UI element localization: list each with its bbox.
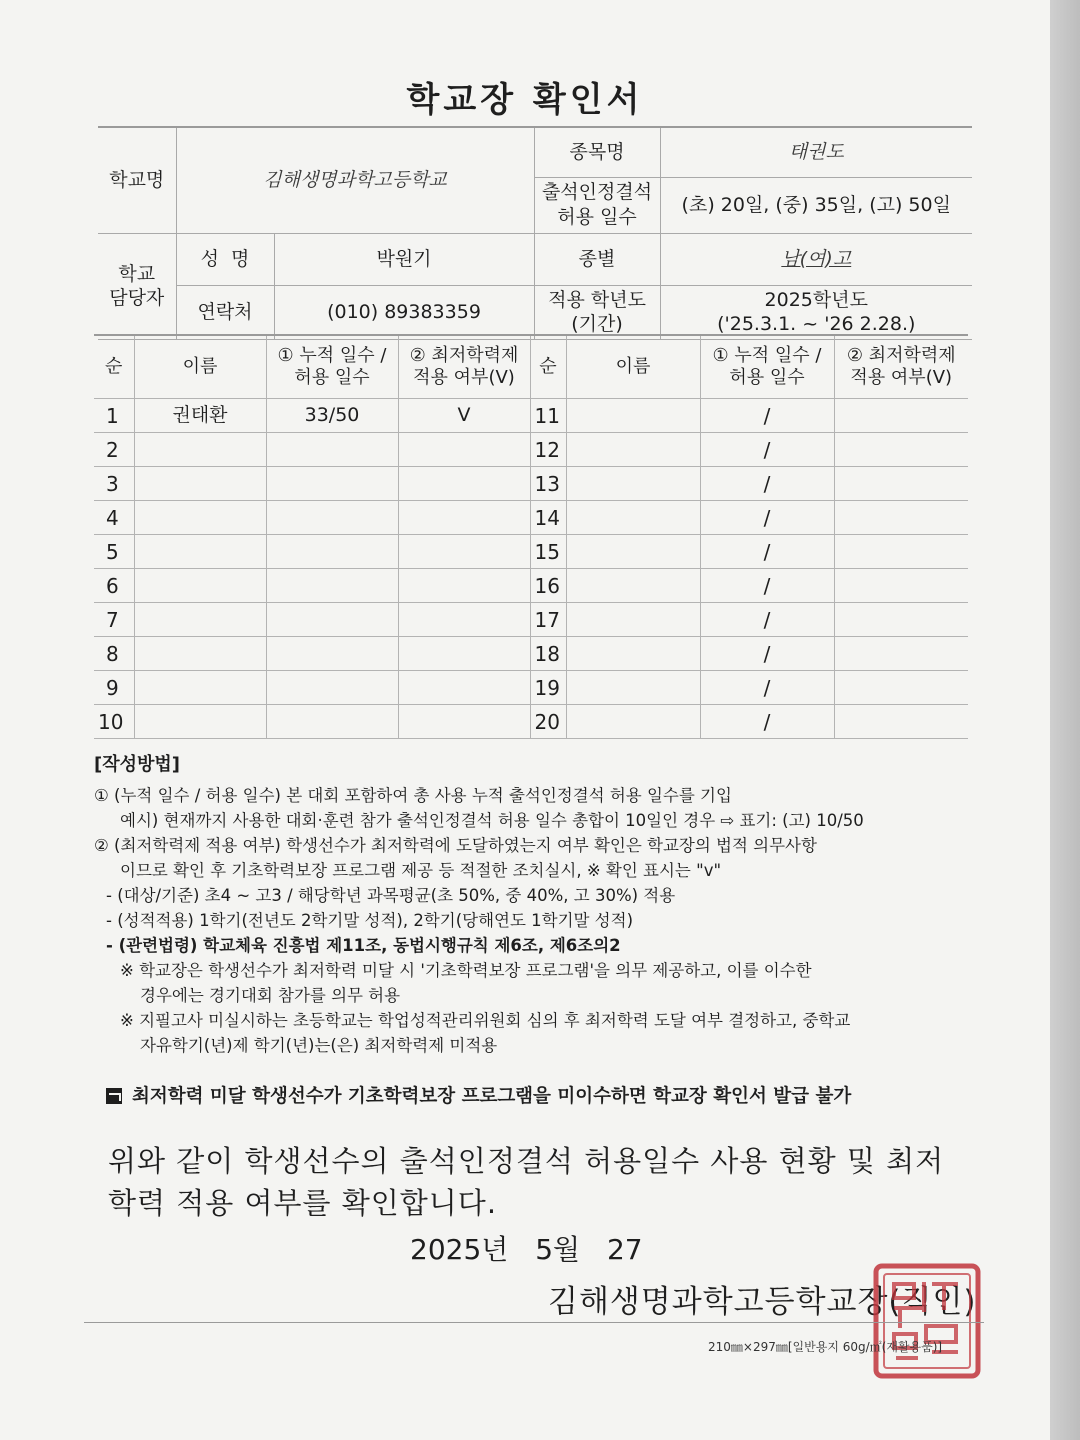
student-min-check <box>834 569 968 603</box>
col-no-header: 순 <box>94 335 134 399</box>
col-min-line1: ② 최저학력제 <box>409 345 519 367</box>
student-days <box>266 535 398 569</box>
instruction-line: ※ 지필고사 미실시하는 초등학교는 학업성적관리위원회 심의 후 최저학력 도달 여부 결정하고, 중학교 <box>120 1011 851 1030</box>
student-min-check <box>398 433 530 467</box>
row-number: 8 <box>94 637 134 671</box>
student-days: / <box>700 637 834 671</box>
student-name <box>566 569 700 603</box>
col-days-line1: ① 누적 일수 / <box>277 345 387 367</box>
student-min-check <box>398 671 530 705</box>
table-row <box>94 467 968 501</box>
col-min-line1: ② 최저학력제 <box>846 345 956 367</box>
table-row <box>94 603 968 637</box>
student-name <box>134 671 266 705</box>
table-row <box>94 399 968 433</box>
principal-signature: 김해생명과학고등학교장(직인) <box>548 1284 977 1320</box>
row-number: 19 <box>530 671 566 705</box>
row-number: 14 <box>530 501 566 535</box>
student-min-check: V <box>398 399 530 433</box>
col-name-header: 이름 <box>134 335 266 399</box>
allowed-days-label <box>534 177 660 233</box>
col-days-line1: ① 누적 일수 / <box>712 345 822 367</box>
col-min-line2: 적용 여부(V) <box>850 367 953 388</box>
row-number: 1 <box>94 399 134 433</box>
col-no-header: 순 <box>530 335 566 399</box>
student-days: / <box>700 569 834 603</box>
student-min-check <box>834 399 968 433</box>
col-name-header: 이름 <box>566 335 700 399</box>
instruction-line: ※ 학교장은 학생선수가 최저학력 미달 시 '기초학력보장 프로그램'을 의무 제공하고, 이를 이수한 <box>120 961 812 980</box>
contact-person-label <box>98 233 176 339</box>
instruction-line: 경우에는 경기대회 참가를 의무 허용 <box>140 986 401 1005</box>
student-min-check <box>398 637 530 671</box>
row-number: 4 <box>94 501 134 535</box>
phone-label: 연락처 <box>176 285 274 339</box>
student-name <box>134 603 266 637</box>
issuance-notice-text: 최저학력 미달 학생선수가 기초학력보장 프로그램을 미이수하면 학교장 확인서 발급 불가 <box>132 1086 852 1107</box>
level-label: 종별 <box>534 233 660 285</box>
student-days <box>266 569 398 603</box>
row-number: 18 <box>530 637 566 671</box>
student-min-check <box>834 637 968 671</box>
year-label <box>534 285 660 339</box>
student-name: 권태환 <box>134 399 266 433</box>
row-number: 16 <box>530 569 566 603</box>
writing-instructions <box>94 752 974 1058</box>
table-row <box>94 637 968 671</box>
student-min-check <box>834 433 968 467</box>
instruction-line: - (관련법령) 학교체육 진흥법 제11조, 동법시행규칙 제6조, 제6조의2 <box>106 936 621 955</box>
student-days: 33/50 <box>266 399 398 433</box>
student-days <box>266 705 398 739</box>
sport-value: 태권도 <box>660 127 972 177</box>
row-number: 6 <box>94 569 134 603</box>
row-number: 12 <box>530 433 566 467</box>
row-number: 7 <box>94 603 134 637</box>
instruction-line: 자유학기(년)제 학기(년)는(은) 최저학력제 미적용 <box>140 1036 498 1055</box>
student-days <box>266 671 398 705</box>
student-min-check <box>834 705 968 739</box>
year-label-line2: (기간) <box>571 313 623 336</box>
instruction-line: 이므로 확인 후 기초학력보장 프로그램 제공 등 적절한 조치실시, ※ 확인 표시는 "v" <box>120 861 722 880</box>
year-value <box>660 285 972 339</box>
student-min-check <box>834 671 968 705</box>
row-number: 10 <box>94 705 134 739</box>
student-days: / <box>700 501 834 535</box>
student-days <box>266 501 398 535</box>
student-name <box>134 467 266 501</box>
document-title: 학교장 확인서 <box>406 80 644 120</box>
allowed-days-label-line1: 출석인정결석 <box>541 181 653 204</box>
instruction-line: - (대상/기준) 초4 ~ 고3 / 해당학년 과목평균(초 50%, 중 40%, 고 30%) 적용 <box>106 886 676 905</box>
col-min-header <box>834 335 968 399</box>
year-value-line1: 2025학년도 <box>764 288 868 311</box>
col-min-header <box>398 335 530 399</box>
student-days: / <box>700 603 834 637</box>
student-name <box>566 399 700 433</box>
student-days <box>266 603 398 637</box>
table-row <box>94 705 968 739</box>
student-name <box>566 501 700 535</box>
year-value-line2: ('25.3.1. ~ '26 2.28.) <box>717 313 916 336</box>
student-roster-table <box>94 334 968 739</box>
row-number: 17 <box>530 603 566 637</box>
issue-date: 2025년 5월 27 <box>410 1233 643 1266</box>
school-name-value: 김해생명과학고등학교 <box>176 127 534 233</box>
row-number: 9 <box>94 671 134 705</box>
student-days <box>266 637 398 671</box>
year-label-line1: 적용 학년도 <box>548 288 646 311</box>
student-days <box>266 433 398 467</box>
student-name <box>566 603 700 637</box>
student-days: / <box>700 433 834 467</box>
col-days-header <box>266 335 398 399</box>
student-name <box>134 637 266 671</box>
instruction-line: ② (최저학력제 적용 여부) 학생선수가 최저학력에 도달하였는지 여부 확인은 학교장의 법적 의무사항 <box>94 836 817 855</box>
col-days-line2: 허용 일수 <box>294 367 370 388</box>
student-days: / <box>700 535 834 569</box>
table-row <box>94 433 968 467</box>
table-row <box>94 569 968 603</box>
instruction-line: ① (누적 일수 / 허용 일수) 본 대회 포함하여 총 사용 누적 출석인정결석 허용 일수를 기입 <box>94 786 732 805</box>
issuance-notice <box>106 1082 851 1108</box>
bottom-divider <box>84 1322 984 1323</box>
row-number: 20 <box>530 705 566 739</box>
sport-label: 종목명 <box>534 127 660 177</box>
name-label: 성 명 <box>176 233 274 285</box>
col-days-header <box>700 335 834 399</box>
arrow-box-icon <box>106 1088 122 1104</box>
student-min-check <box>834 467 968 501</box>
student-name <box>566 433 700 467</box>
table-row <box>94 501 968 535</box>
row-number: 15 <box>530 535 566 569</box>
student-name <box>134 433 266 467</box>
student-min-check <box>834 501 968 535</box>
row-number: 13 <box>530 467 566 501</box>
student-min-check <box>834 603 968 637</box>
student-min-check <box>398 705 530 739</box>
allowed-days-label-line2: 허용 일수 <box>557 206 637 228</box>
table-row <box>94 535 968 569</box>
contact-label-line1: 학교 <box>118 262 156 285</box>
student-min-check <box>398 569 530 603</box>
row-number: 11 <box>530 399 566 433</box>
paper-spec: 210㎜×297㎜[일반용지 60g/㎡(재활용품)] <box>708 1340 943 1354</box>
header-info-table <box>98 126 972 340</box>
student-min-check <box>398 603 530 637</box>
col-days-line2: 허용 일수 <box>729 367 805 388</box>
student-days: / <box>700 671 834 705</box>
phone-value: (010) 89383359 <box>274 285 534 339</box>
student-name <box>566 637 700 671</box>
background-edge <box>1050 0 1080 1440</box>
confirmation-statement: 위와 같이 학생선수의 출석인정결석 허용일수 사용 현황 및 최저학력 적용 여부를 확인합니다. <box>108 1144 945 1220</box>
instruction-line: - (성적적용) 1학기(전년도 2학기말 성적), 2학기(당해연도 1학기말 성적) <box>106 911 634 930</box>
student-min-check <box>834 535 968 569</box>
student-name <box>566 705 700 739</box>
row-number: 2 <box>94 433 134 467</box>
student-name <box>134 705 266 739</box>
row-number: 3 <box>94 467 134 501</box>
student-days: / <box>700 705 834 739</box>
student-name <box>134 569 266 603</box>
student-days <box>266 467 398 501</box>
student-min-check <box>398 535 530 569</box>
col-min-line2: 적용 여부(V) <box>413 367 515 388</box>
student-name <box>134 535 266 569</box>
table-row <box>94 671 968 705</box>
student-name <box>134 501 266 535</box>
contact-label-line2: 담당자 <box>109 287 165 310</box>
name-value: 박원기 <box>274 233 534 285</box>
student-min-check <box>398 501 530 535</box>
student-days: / <box>700 467 834 501</box>
student-name <box>566 535 700 569</box>
instruction-line: 예시) 현재까지 사용한 대회·훈련 참가 출석인정결석 허용 일수 총합이 10일인 경우 ⇨ 표기: (고) 10/50 <box>120 811 864 830</box>
level-value: 남(여)고 <box>660 233 972 285</box>
student-days: / <box>700 399 834 433</box>
row-number: 5 <box>94 535 134 569</box>
instructions-heading: [작성방법] <box>94 754 181 775</box>
student-min-check <box>398 467 530 501</box>
student-name <box>566 467 700 501</box>
allowed-days-value: (초) 20일, (중) 35일, (고) 50일 <box>660 177 972 233</box>
school-name-label: 학교명 <box>98 127 176 233</box>
student-name <box>566 671 700 705</box>
official-seal-icon <box>872 1262 982 1380</box>
